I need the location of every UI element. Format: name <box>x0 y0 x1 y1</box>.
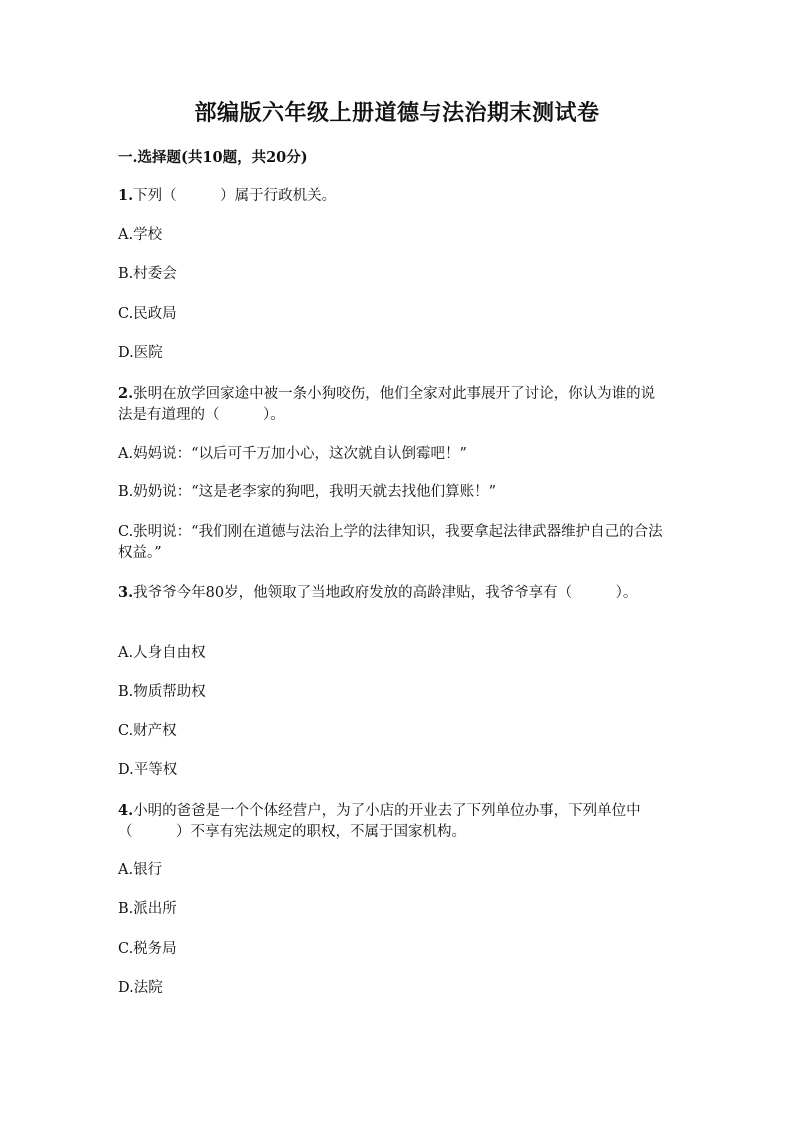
option-3d: D.平等权 <box>118 762 178 778</box>
option-1d: D.医院 <box>118 345 163 361</box>
question-number: 2. <box>118 385 134 402</box>
option-3b: B.物质帮助权 <box>118 684 206 700</box>
option-1b: B.村委会 <box>118 266 177 282</box>
question-number: 3. <box>118 584 134 601</box>
option-2b: B.奶奶说：“这是老李家的狗吧，我明天就去找他们算账！” <box>118 484 497 500</box>
option-4d: D.法院 <box>118 980 163 996</box>
question-text: 张明在放学回家途中被一条小狗咬伤，他们全家对此事展开了讨论，你认为谁的说法是有道理的（ ）。 <box>118 386 656 423</box>
option-4b: B.派出所 <box>118 901 177 917</box>
option-4a: A.银行 <box>118 862 163 878</box>
option-2c: C.张明说：“我们刚在道德与法治上学的法律知识，我要拿起法律武器维护自己的合法权益。” <box>118 524 663 561</box>
question-text: 我爷爷今年80岁，他领取了当地政府发放的高龄津贴，我爷爷享有（ ）。 <box>133 585 638 601</box>
option-3c: C.财产权 <box>118 723 177 739</box>
option-1a: A.学校 <box>118 227 163 243</box>
option-4c: C.税务局 <box>118 941 177 957</box>
question-text: 下列（ ）属于行政机关。 <box>133 188 337 204</box>
page-title: 部编版六年级上册道德与法治期末测试卷 <box>194 100 600 126</box>
question-2 <box>118 383 666 426</box>
option-2a: A.妈妈说：“以后可千万加小心，这次就自认倒霉吧！” <box>118 446 467 462</box>
option-1c: C.民政局 <box>118 306 177 322</box>
option-3a: A.人身自由权 <box>118 645 206 661</box>
question-1 <box>118 185 678 207</box>
question-number: 4. <box>118 802 134 819</box>
question-3 <box>118 582 666 604</box>
question-4 <box>118 800 666 843</box>
question-number: 1. <box>118 187 134 204</box>
section-heading: 一.选择题(共10题，共20分) <box>118 149 308 166</box>
question-text: 小明的爸爸是一个个体经营户，为了小店的开业去了下列单位办事，下列单位中（ ）不享有宪法规定的职权，不属于国家机构。 <box>118 803 641 840</box>
